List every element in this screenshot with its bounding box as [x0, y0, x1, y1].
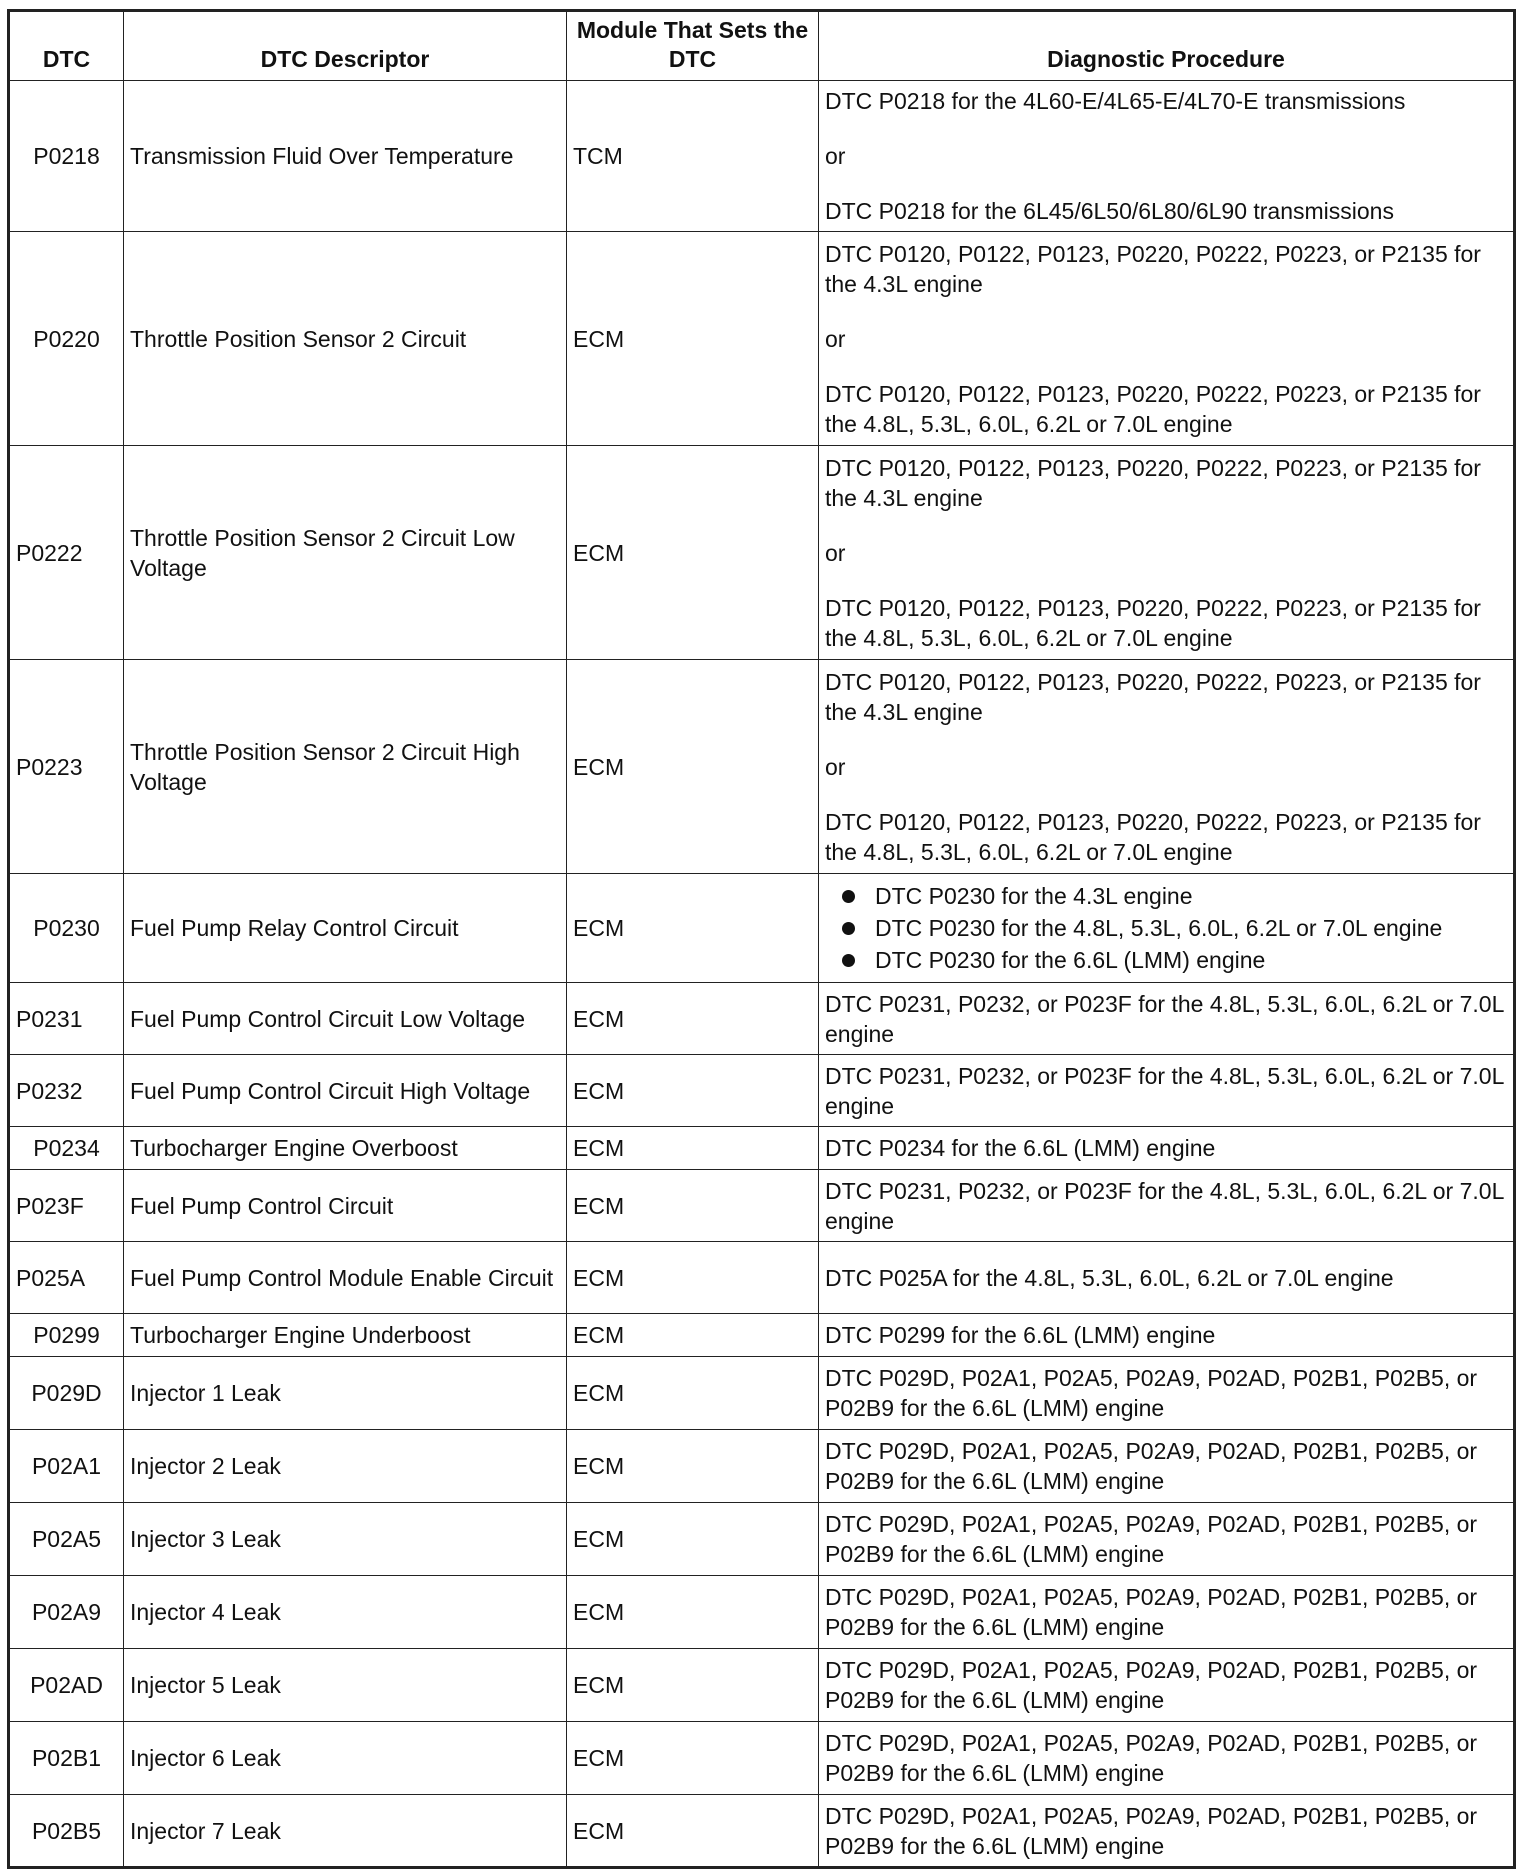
module-cell: TCM — [567, 81, 819, 232]
module-cell: ECM — [567, 1503, 819, 1576]
paragraph-spacer — [825, 727, 1507, 752]
procedure-link-text[interactable]: DTC P0231, P0232, or P023F for the 4.8L, 5.3L, 6.0L, 6.2L or 7.0L engine — [825, 1062, 1504, 1119]
dtc-descriptor-cell: Fuel Pump Control Circuit — [124, 1170, 567, 1242]
procedure-link-text[interactable]: DTC P0120, P0122, P0123, P0220, P0222, P0223, or P2135 for the 4.8L, 5.3L, 6.0L, 6.2L or 7.0L engine — [825, 808, 1481, 865]
dtc-code-cell: P0222 — [9, 446, 124, 660]
paragraph-spacer — [825, 568, 1507, 593]
paragraph-spacer — [825, 782, 1507, 807]
dtc-descriptor-cell: Injector 2 Leak — [124, 1430, 567, 1503]
dtc-descriptor-cell: Throttle Position Sensor 2 Circuit Low Voltage — [124, 446, 567, 660]
procedure-link-text[interactable]: DTC P025A for the 4.8L, 5.3L, 6.0L, 6.2L or 7.0L engine — [825, 1264, 1394, 1291]
dtc-descriptor-cell: Turbocharger Engine Overboost — [124, 1127, 567, 1170]
diagnostic-procedure-cell — [819, 1357, 1515, 1430]
table-row — [9, 983, 1515, 1055]
table-row — [9, 1170, 1515, 1242]
table-row — [9, 1127, 1515, 1170]
dtc-descriptor-cell: Fuel Pump Control Module Enable Circuit — [124, 1242, 567, 1314]
bullet-icon — [842, 954, 855, 967]
dtc-descriptor-cell: Throttle Position Sensor 2 Circuit — [124, 232, 567, 446]
procedure-link-text[interactable]: DTC P0218 for the 4L60-E/4L65-E/4L70-E transmissions — [825, 88, 1406, 114]
table-row — [9, 1722, 1515, 1795]
dtc-code-cell: P02A1 — [9, 1430, 124, 1503]
dtc-code-cell: P0223 — [9, 660, 124, 874]
diagnostic-procedure-cell — [819, 1722, 1515, 1795]
table-row — [9, 1503, 1515, 1576]
dtc-code-cell: P02B1 — [9, 1722, 124, 1795]
module-cell: ECM — [567, 983, 819, 1055]
diagnostic-procedure-cell — [819, 1127, 1515, 1170]
procedure-link-text[interactable]: DTC P0120, P0122, P0123, P0220, P0222, P0223, or P2135 for the 4.8L, 5.3L, 6.0L, 6.2L or 7.0L engine — [825, 594, 1481, 651]
table-row — [9, 446, 1515, 660]
dtc-descriptor-cell: Injector 3 Leak — [124, 1503, 567, 1576]
procedure-or-separator: or — [825, 143, 846, 169]
diagnostic-procedure-cell — [819, 232, 1515, 446]
procedure-link-text[interactable]: DTC P0299 for the 6.6L (LMM) engine — [825, 1322, 1216, 1348]
diagnostic-procedure-cell — [819, 1576, 1515, 1649]
procedure-bullet-list — [825, 880, 1507, 976]
table-row — [9, 874, 1515, 983]
header-module: Module That Sets the DTC — [567, 11, 819, 81]
module-cell: ECM — [567, 1357, 819, 1430]
procedure-link-text[interactable]: DTC P029D, P02A1, P02A5, P02A9, P02AD, P02B1, P02B5, or P02B9 for the 6.6L (LMM) engine — [825, 1730, 1478, 1786]
paragraph-spacer — [825, 299, 1507, 324]
table-row — [9, 1242, 1515, 1314]
procedure-bullet-item — [839, 944, 1507, 976]
procedure-link-text[interactable]: DTC P0230 for the 4.8L, 5.3L, 6.0L, 6.2L or 7.0L engine — [875, 915, 1443, 941]
procedure-link-text[interactable]: DTC P0218 for the 6L45/6L50/6L80/6L90 transmissions — [825, 198, 1394, 224]
procedure-link-text[interactable]: DTC P0230 for the 6.6L (LMM) engine — [875, 947, 1266, 973]
diagnostic-procedure-cell — [819, 1649, 1515, 1722]
table-row — [9, 1357, 1515, 1430]
diagnostic-procedure-cell — [819, 983, 1515, 1055]
module-cell: ECM — [567, 1722, 819, 1795]
dtc-code-cell: P029D — [9, 1357, 124, 1430]
procedure-bullet-item — [839, 912, 1507, 944]
dtc-descriptor-cell: Injector 4 Leak — [124, 1576, 567, 1649]
procedure-link-text[interactable]: DTC P029D, P02A1, P02A5, P02A9, P02AD, P02B1, P02B5, or P02B9 for the 6.6L (LMM) engine — [825, 1438, 1478, 1494]
module-cell: ECM — [567, 1795, 819, 1868]
dtc-descriptor-cell: Injector 1 Leak — [124, 1357, 567, 1430]
dtc-code-cell: P0220 — [9, 232, 124, 446]
procedure-link-text[interactable]: DTC P029D, P02A1, P02A5, P02A9, P02AD, P02B1, P02B5, or P02B9 for the 6.6L (LMM) engine — [825, 1365, 1478, 1421]
table-row — [9, 81, 1515, 232]
table-row — [9, 1576, 1515, 1649]
module-cell: ECM — [567, 1242, 819, 1314]
dtc-descriptor-cell: Throttle Position Sensor 2 Circuit High Voltage — [124, 660, 567, 874]
dtc-code-cell: P0234 — [9, 1127, 124, 1170]
procedure-bullet-item — [839, 880, 1507, 912]
procedure-link-text[interactable]: DTC P0230 for the 4.3L engine — [875, 883, 1193, 909]
diagnostic-procedure-cell — [819, 1242, 1515, 1314]
diagnostic-procedure-cell — [819, 1503, 1515, 1576]
dtc-code-cell: P0299 — [9, 1314, 124, 1357]
dtc-descriptor-cell: Injector 5 Leak — [124, 1649, 567, 1722]
procedure-or-separator: or — [825, 325, 846, 352]
procedure-link-text[interactable]: DTC P0234 for the 6.6L (LMM) engine — [825, 1135, 1216, 1161]
paragraph-spacer — [825, 116, 1507, 141]
module-cell: ECM — [567, 660, 819, 874]
table-row — [9, 232, 1515, 446]
dtc-descriptor-cell: Turbocharger Engine Underboost — [124, 1314, 567, 1357]
procedure-link-text[interactable]: DTC P0120, P0122, P0123, P0220, P0222, P0223, or P2135 for the 4.8L, 5.3L, 6.0L, 6.2L or 7.0L engine — [825, 380, 1481, 437]
diagnostic-procedure-cell — [819, 81, 1515, 232]
dtc-code-cell: P02B5 — [9, 1795, 124, 1868]
table-row — [9, 1055, 1515, 1127]
paragraph-spacer — [825, 354, 1507, 379]
procedure-or-separator: or — [825, 753, 846, 780]
dtc-code-cell: P023F — [9, 1170, 124, 1242]
header-procedure: Diagnostic Procedure — [819, 11, 1515, 81]
module-cell: ECM — [567, 1576, 819, 1649]
module-cell: ECM — [567, 1055, 819, 1127]
module-cell: ECM — [567, 1430, 819, 1503]
dtc-descriptor-cell: Fuel Pump Control Circuit Low Voltage — [124, 983, 567, 1055]
dtc-code-cell: P0231 — [9, 983, 124, 1055]
diagnostic-procedure-cell — [819, 874, 1515, 983]
diagnostic-procedure-cell — [819, 1055, 1515, 1127]
table-row — [9, 660, 1515, 874]
module-cell: ECM — [567, 446, 819, 660]
procedure-link-text[interactable]: DTC P0120, P0122, P0123, P0220, P0222, P0223, or P2135 for the 4.3L engine — [825, 240, 1481, 297]
procedure-link-text[interactable]: DTC P029D, P02A1, P02A5, P02A9, P02AD, P02B1, P02B5, or P02B9 for the 6.6L (LMM) engine — [825, 1802, 1478, 1859]
dtc-code-cell: P025A — [9, 1242, 124, 1314]
procedure-or-separator: or — [825, 539, 846, 566]
dtc-table — [7, 9, 1516, 1869]
paragraph-spacer — [825, 171, 1507, 196]
dtc-descriptor-cell: Injector 6 Leak — [124, 1722, 567, 1795]
module-cell: ECM — [567, 232, 819, 446]
table-row — [9, 1430, 1515, 1503]
dtc-code-cell: P0230 — [9, 874, 124, 983]
dtc-code-cell: P0232 — [9, 1055, 124, 1127]
dtc-code-cell: P0218 — [9, 81, 124, 232]
table-row — [9, 1795, 1515, 1868]
module-cell: ECM — [567, 874, 819, 983]
procedure-link-text[interactable]: DTC P029D, P02A1, P02A5, P02A9, P02AD, P02B1, P02B5, or P02B9 for the 6.6L (LMM) engine — [825, 1584, 1478, 1640]
dtc-descriptor-cell: Injector 7 Leak — [124, 1795, 567, 1868]
dtc-code-cell: P02AD — [9, 1649, 124, 1722]
dtc-code-cell: P02A9 — [9, 1576, 124, 1649]
dtc-descriptor-cell: Fuel Pump Relay Control Circuit — [124, 874, 567, 983]
table-row — [9, 1314, 1515, 1357]
dtc-code-cell: P02A5 — [9, 1503, 124, 1576]
header-row — [9, 11, 1515, 81]
procedure-link-text[interactable]: DTC P0231, P0232, or P023F for the 4.8L, 5.3L, 6.0L, 6.2L or 7.0L engine — [825, 1177, 1504, 1234]
procedure-link-text[interactable]: DTC P029D, P02A1, P02A5, P02A9, P02AD, P02B1, P02B5, or P02B9 for the 6.6L (LMM) engine — [825, 1657, 1478, 1713]
diagnostic-procedure-cell — [819, 1314, 1515, 1357]
module-cell: ECM — [567, 1170, 819, 1242]
procedure-link-text[interactable]: DTC P029D, P02A1, P02A5, P02A9, P02AD, P02B1, P02B5, or P02B9 for the 6.6L (LMM) engine — [825, 1511, 1478, 1567]
procedure-link-text[interactable]: DTC P0231, P0232, or P023F for the 4.8L, 5.3L, 6.0L, 6.2L or 7.0L engine — [825, 990, 1504, 1047]
module-cell: ECM — [567, 1314, 819, 1357]
module-cell: ECM — [567, 1127, 819, 1170]
procedure-link-text[interactable]: DTC P0120, P0122, P0123, P0220, P0222, P0223, or P2135 for the 4.3L engine — [825, 668, 1481, 725]
dtc-descriptor-cell: Transmission Fluid Over Temperature — [124, 81, 567, 232]
diagnostic-procedure-cell — [819, 1430, 1515, 1503]
diagnostic-procedure-cell — [819, 660, 1515, 874]
module-cell: ECM — [567, 1649, 819, 1722]
table-row — [9, 1649, 1515, 1722]
dtc-descriptor-cell: Fuel Pump Control Circuit High Voltage — [124, 1055, 567, 1127]
bullet-icon — [842, 922, 855, 935]
procedure-link-text[interactable]: DTC P0120, P0122, P0123, P0220, P0222, P0223, or P2135 for the 4.3L engine — [825, 454, 1481, 511]
diagnostic-procedure-cell — [819, 446, 1515, 660]
diagnostic-procedure-cell — [819, 1795, 1515, 1868]
paragraph-spacer — [825, 513, 1507, 538]
table-body — [9, 81, 1515, 1868]
diagnostic-procedure-cell — [819, 1170, 1515, 1242]
header-dtc: DTC — [9, 11, 124, 81]
header-descriptor: DTC Descriptor — [124, 11, 567, 81]
bullet-icon — [842, 890, 855, 903]
